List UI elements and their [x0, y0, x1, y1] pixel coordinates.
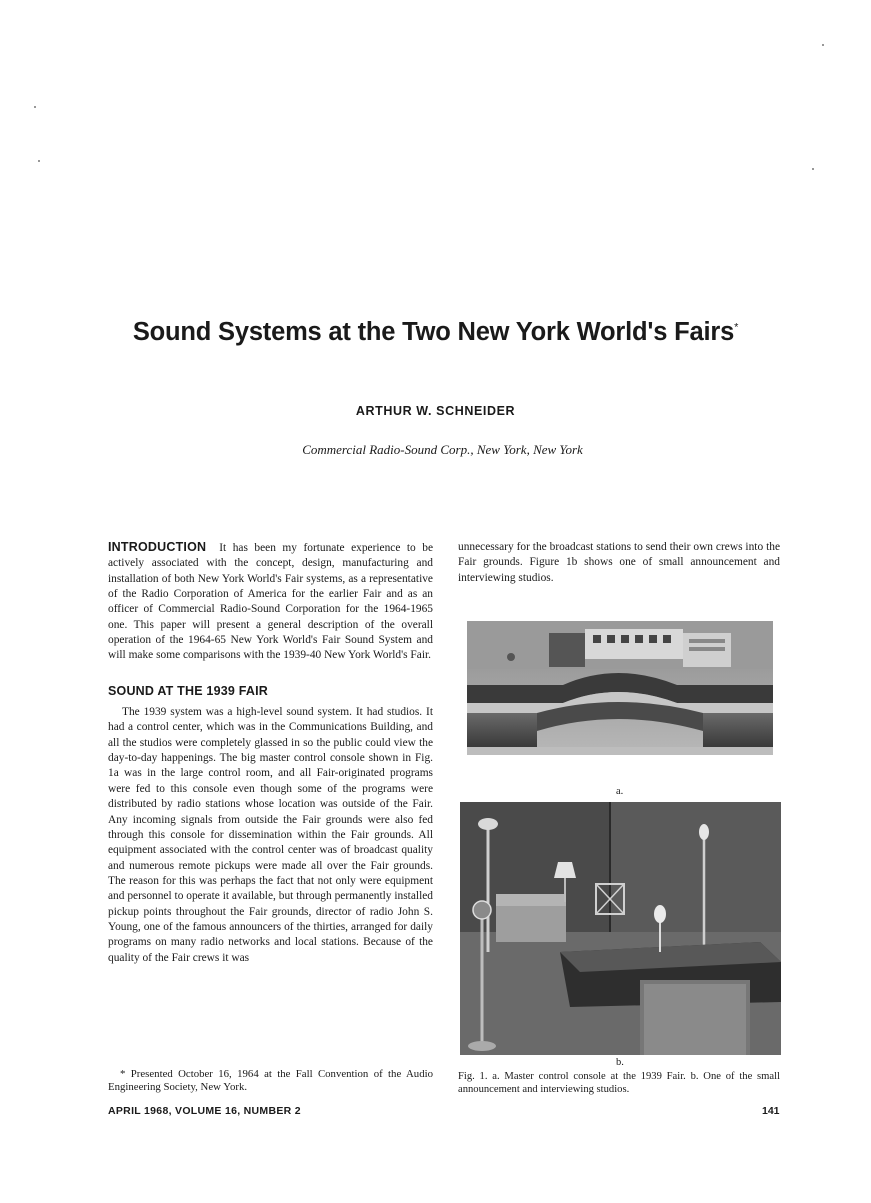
console-photo-illustration	[467, 621, 773, 755]
journal-issue-line: APRIL 1968, VOLUME 16, NUMBER 2	[108, 1105, 301, 1117]
left-column	[108, 540, 433, 966]
figure-1a-console-photo	[467, 621, 773, 755]
scan-speck	[812, 168, 814, 170]
figure-caption: Fig. 1. a. Master control console at the 1939 Fair. b. One of the small announcement and interviewing studios.	[458, 1071, 780, 1095]
introduction-heading: INTRODUCTION	[108, 540, 207, 554]
footnote	[108, 1068, 433, 1094]
right-column-text: unnecessary for the broadcast stations to send their own crews into the Fair grounds. Figure 1b shows one of small announcement and interviewing studios.	[458, 541, 780, 584]
introduction-paragraph	[108, 540, 433, 664]
figure-1a-label: a.	[616, 786, 624, 797]
article-title	[0, 318, 871, 347]
section-1939-fair-paragraph: The 1939 system was a high-level sound system. It had studios. It had a control center, which was in the Communications Building, and all the studios were completely glassed in so the public could view the day-to-day happenings. The big master control console shown in Fig. 1a was in the large control room, and all Fair-originated programs were fed to this console even though some of the programs were distributed by radio stations whose location was outside of the Fair. Any incoming signals from outside the Fair grounds were also fed through this console for dissemination within the Fair grounds. All equipment associated with the control center was of broadcast quality and numerous remote pickups were made all over the Fair grounds. The reason for this was perhaps the fact that not only were equipment and personnel to operate it available, but through permanently installed pickup points throughout the Fair grounds, director of radio John S. Young, one of the famous announcers of the thirties, arranged for daily programs on many radio networks and local stations. Because of the quality of the Fair crews it was	[108, 706, 433, 964]
figure-1b-label: b.	[616, 1057, 624, 1068]
footnote-marker: *	[120, 1068, 126, 1080]
author-affiliation: Commercial Radio-Sound Corp., New York, New York	[302, 442, 583, 457]
section-heading-1939-fair: SOUND AT THE 1939 FAIR	[108, 683, 268, 698]
scan-speck	[34, 106, 36, 108]
page-number: 141	[762, 1105, 780, 1117]
article-title-text: Sound Systems at the Two New York World's Fairs	[132, 318, 735, 346]
footnote-text: Presented October 16, 1964 at the Fall Convention of the Audio Engineering Society, New York.	[108, 1068, 434, 1093]
introduction-text: It has been my fortunate experience to be actively associated with the concept, design, manufacturing and installation of both New York World's Fair systems, as a representative of the Radio Corporation of America for the earlier Fair and as an officer of Commercial Radio-Sound Corporation for the 1964-1965 one. This paper will present a general description of the overall operation of the 1964-65 New York World's Fair Sound System and will make some comparisons with the 1939-40 New York World's Fair.	[108, 542, 433, 662]
studio-photo-illustration	[460, 802, 781, 1055]
scan-speck	[38, 160, 40, 162]
title-footnote-marker: *	[734, 321, 739, 334]
figure-1b-studio-photo	[460, 802, 781, 1055]
scan-speck	[822, 44, 824, 46]
right-column	[458, 540, 780, 586]
author-name: ARTHUR W. SCHNEIDER	[355, 404, 516, 418]
